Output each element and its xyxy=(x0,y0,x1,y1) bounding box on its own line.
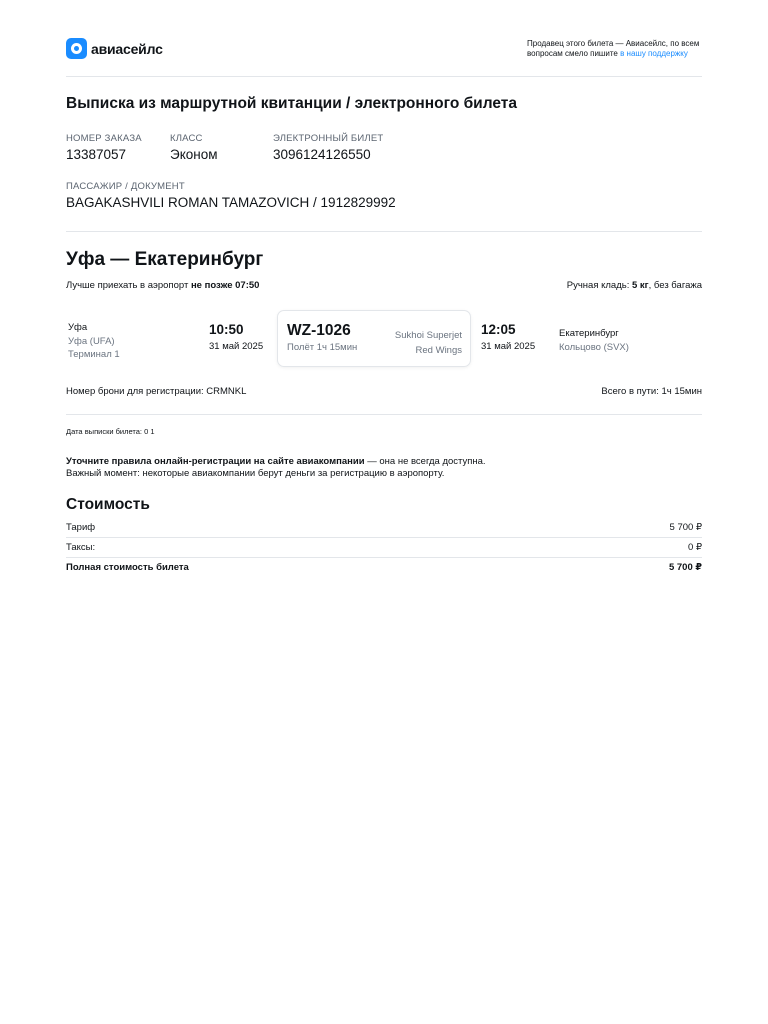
baggage-weight: 5 кг xyxy=(631,280,649,291)
ticket-page xyxy=(66,0,702,573)
document-title: Выписка из маршрутной квитанции / электронного билета xyxy=(66,95,517,112)
order-value: 13387057 xyxy=(66,147,127,162)
divider xyxy=(66,414,702,415)
flight-duration: Полёт 1ч 15мин xyxy=(287,342,358,353)
checkin-notice xyxy=(66,456,486,480)
departure-date: 31 май 2025 xyxy=(209,341,264,352)
arrival-time: 12:05 xyxy=(481,322,516,337)
logo-text: авиасейлс xyxy=(91,40,163,57)
eticket-field xyxy=(273,133,383,162)
departure-city: Уфа xyxy=(68,322,88,333)
arrive-prefix: Лучше приехать в аэропорт xyxy=(66,280,189,291)
price-label: Тариф xyxy=(66,522,96,533)
departure-terminal: Терминал 1 xyxy=(68,349,120,360)
aircraft-info xyxy=(395,328,462,358)
arrive-time: не позже 07:50 xyxy=(190,280,260,291)
passenger-field xyxy=(66,181,396,210)
order-label: НОМЕР ЗАКАЗА xyxy=(66,133,142,144)
order-field xyxy=(66,133,142,162)
departure-place xyxy=(68,321,120,362)
class-value: Эконом xyxy=(170,147,218,162)
price-row-taxes xyxy=(66,538,702,558)
price-value: 5 700 ₽ xyxy=(668,561,702,573)
issue-date: Дата выписки билета: 0 1 xyxy=(66,427,155,436)
class-label: КЛАСС xyxy=(170,133,203,144)
seller-info xyxy=(527,39,702,59)
baggage-info xyxy=(567,280,702,291)
aviasales-logo-icon xyxy=(66,38,87,59)
seller-text: Продавец этого билета — Авиасейлс, по всем вопросам смело пишите xyxy=(527,39,700,58)
support-link[interactable]: в нашу поддержку xyxy=(620,49,688,58)
passenger-value: BAGAKASHVILI ROMAN TAMAZOVICH / 1912829992 xyxy=(66,195,396,210)
departure-airport: Уфа (UFA) xyxy=(68,335,115,347)
arrival-date: 31 май 2025 xyxy=(481,341,536,352)
aircraft-type: Sukhoi Superjet xyxy=(394,330,462,341)
notice-rest: — она не всегда доступна. xyxy=(364,456,486,467)
passenger-label: ПАССАЖИР / ДОКУМЕНТ xyxy=(66,181,185,192)
baggage-prefix: Ручная кладь: xyxy=(566,280,630,291)
flight-card xyxy=(277,310,471,367)
price-label: Таксы: xyxy=(66,542,96,553)
arrival-airport: Кольцово (SVX) xyxy=(559,342,629,353)
header xyxy=(66,0,702,77)
notice-bold: Уточните правила онлайн-регистрации на сайте авиакомпании xyxy=(66,456,365,467)
departure-time: 10:50 xyxy=(209,322,244,337)
arrival-place xyxy=(559,327,629,355)
baggage-suffix: , без багажа xyxy=(648,280,702,291)
flight-number: WZ-1026 xyxy=(287,322,351,339)
price-label: Полная стоимость билета xyxy=(66,561,189,573)
booking-pnr: Номер брони для регистрации: CRMNKL xyxy=(66,386,247,397)
airline-name: Red Wings xyxy=(415,345,462,356)
price-title: Стоимость xyxy=(66,496,150,513)
arrival-datetime xyxy=(481,322,535,352)
departure-datetime xyxy=(209,322,263,352)
total-travel-time: Всего в пути: 1ч 15мин xyxy=(601,386,702,397)
eticket-label: ЭЛЕКТРОННЫЙ БИЛЕТ xyxy=(273,133,384,144)
price-row-total xyxy=(66,557,702,577)
notice-line2: Важный момент: некоторые авиакомпании берут деньги за регистрацию в аэропорту. xyxy=(66,468,445,479)
price-row-fare xyxy=(66,518,702,538)
arrival-city: Екатеринбург xyxy=(559,328,619,339)
arrive-advice xyxy=(66,280,259,291)
divider xyxy=(66,231,702,232)
class-field xyxy=(170,133,218,162)
logo xyxy=(66,38,163,59)
price-value: 0 ₽ xyxy=(688,542,702,553)
eticket-value: 3096124126550 xyxy=(273,147,371,162)
route-title: Уфа — Екатеринбург xyxy=(66,249,264,270)
price-value: 5 700 ₽ xyxy=(669,522,702,533)
